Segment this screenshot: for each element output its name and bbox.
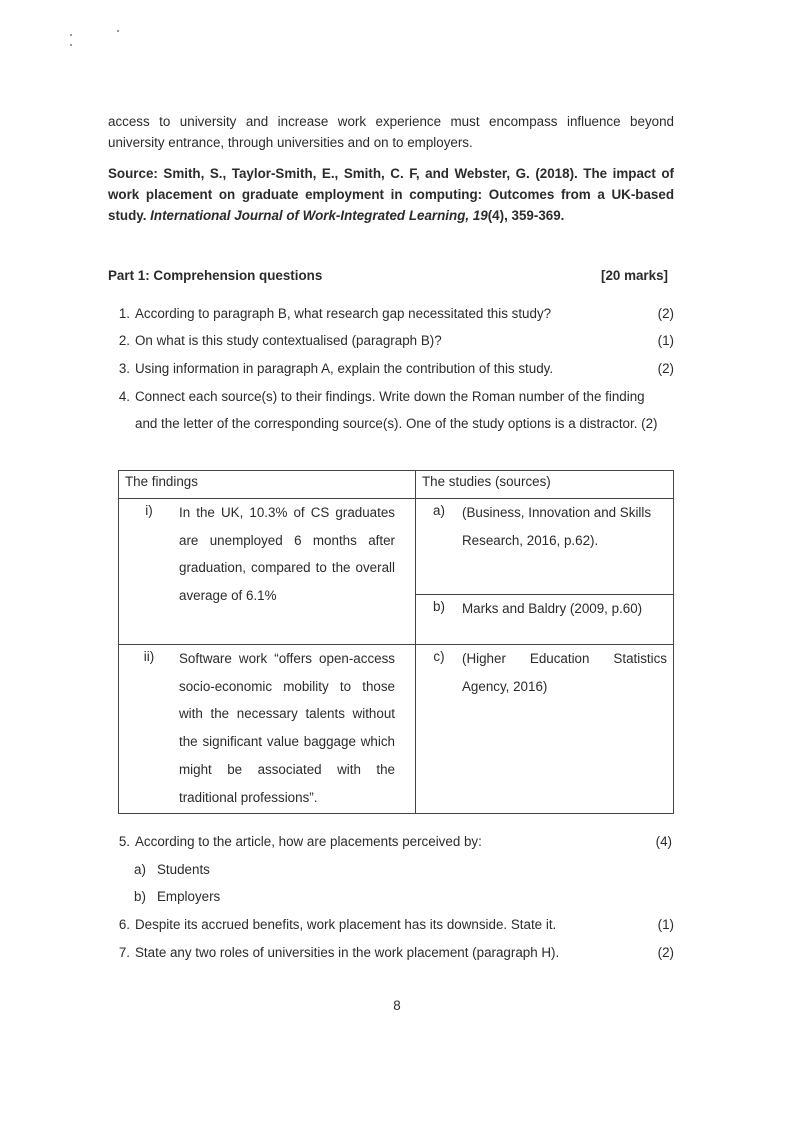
question-7 <box>108 945 674 965</box>
question-5-sub-b <box>108 889 674 909</box>
question-text: State any two roles of universities in the work placement (paragraph H). <box>135 945 560 960</box>
source-citation <box>108 163 674 226</box>
question-6 <box>108 917 674 937</box>
question-number: 6. <box>118 917 130 932</box>
sub-text: Students <box>157 862 210 877</box>
study-letter: b) <box>433 599 445 615</box>
question-3 <box>108 361 674 381</box>
question-text: and the letter of the corresponding source(s). One of the study options is a distractor. (2) <box>135 416 658 431</box>
part1-header <box>108 268 674 288</box>
question-marks: (4) <box>655 834 672 849</box>
finding-text: Software work “offers open-access socio-economic mobility to those with the necessary talents without the significant value baggage which might be associated with the traditional professions”. <box>179 651 395 805</box>
question-marks: (2) <box>657 361 674 376</box>
sub-text: Employers <box>157 889 221 904</box>
sub-letter: a) <box>134 862 146 877</box>
question-number: 7. <box>118 945 130 960</box>
findings-header: The findings <box>125 474 198 489</box>
source-lead: Source: Smith, S., Taylor-Smith, E., Smith, C. F, and Webster, G. (2018). The impact of work placement on graduate employment in computing: Outcomes from a UK-based study. <box>108 166 674 223</box>
page-number: 8 <box>393 998 401 1013</box>
table-row <box>119 499 674 595</box>
question-number: 4. <box>118 389 130 404</box>
question-text: On what is this study contextualised (paragraph B)? <box>135 333 442 348</box>
study-letter: a) <box>433 503 445 518</box>
part1-marks: [20 marks] <box>601 268 668 283</box>
question-text: Connect each source(s) to their findings. Write down the Roman number of the finding <box>135 389 645 404</box>
question-marks: (2) <box>657 945 674 960</box>
scan-speck <box>117 30 119 32</box>
scan-speck <box>70 44 72 46</box>
question-5-sub-a <box>108 862 674 882</box>
table-row <box>119 645 674 814</box>
studies-header: The studies (sources) <box>422 474 551 489</box>
study-text: (Business, Innovation and Skills Research, 2016, p.62). <box>462 505 652 548</box>
study-text: (Higher Education Statistics Agency, 2016) <box>462 651 667 694</box>
question-4-line2 <box>108 416 674 436</box>
intro-paragraph: access to university and increase work experience must encompass influence beyond university entrance, through universities and on to employers. <box>108 114 674 150</box>
question-2 <box>108 333 674 353</box>
finding-text: In the UK, 10.3% of CS graduates are unemployed 6 months after graduation, compared to the overall average of 6.1% <box>179 505 395 604</box>
finding-number: ii) <box>143 649 155 664</box>
question-text: According to paragraph B, what research gap necessitated this study? <box>135 306 552 321</box>
findings-table <box>118 470 674 814</box>
table-header-row <box>119 471 674 499</box>
study-text: Marks and Baldry (2009, p.60) <box>462 601 643 617</box>
sub-letter: b) <box>134 889 146 904</box>
question-number: 2. <box>118 333 130 348</box>
question-4 <box>108 389 674 409</box>
study-letter: c) <box>433 649 445 664</box>
question-marks: (1) <box>657 333 674 348</box>
question-marks: (1) <box>657 917 674 932</box>
finding-number: i) <box>145 503 153 518</box>
question-marks: (2) <box>657 306 674 321</box>
question-number: 5. <box>118 834 130 849</box>
question-text: Using information in paragraph A, explain the contribution of this study. <box>135 361 554 376</box>
part1-title: Part 1: Comprehension questions <box>108 268 323 283</box>
question-text: Despite its accrued benefits, work placement has its downside. State it. <box>135 917 557 932</box>
question-5 <box>108 834 674 854</box>
source-tail: (4), 359-369. <box>487 208 565 223</box>
question-text: According to the article, how are placements perceived by: <box>135 834 482 849</box>
scan-speck <box>70 34 72 36</box>
source-journal: International Journal of Work-Integrated Learning, 19 <box>150 208 488 223</box>
question-number: 3. <box>118 361 130 376</box>
question-1 <box>108 306 674 326</box>
question-number: 1. <box>118 306 130 321</box>
